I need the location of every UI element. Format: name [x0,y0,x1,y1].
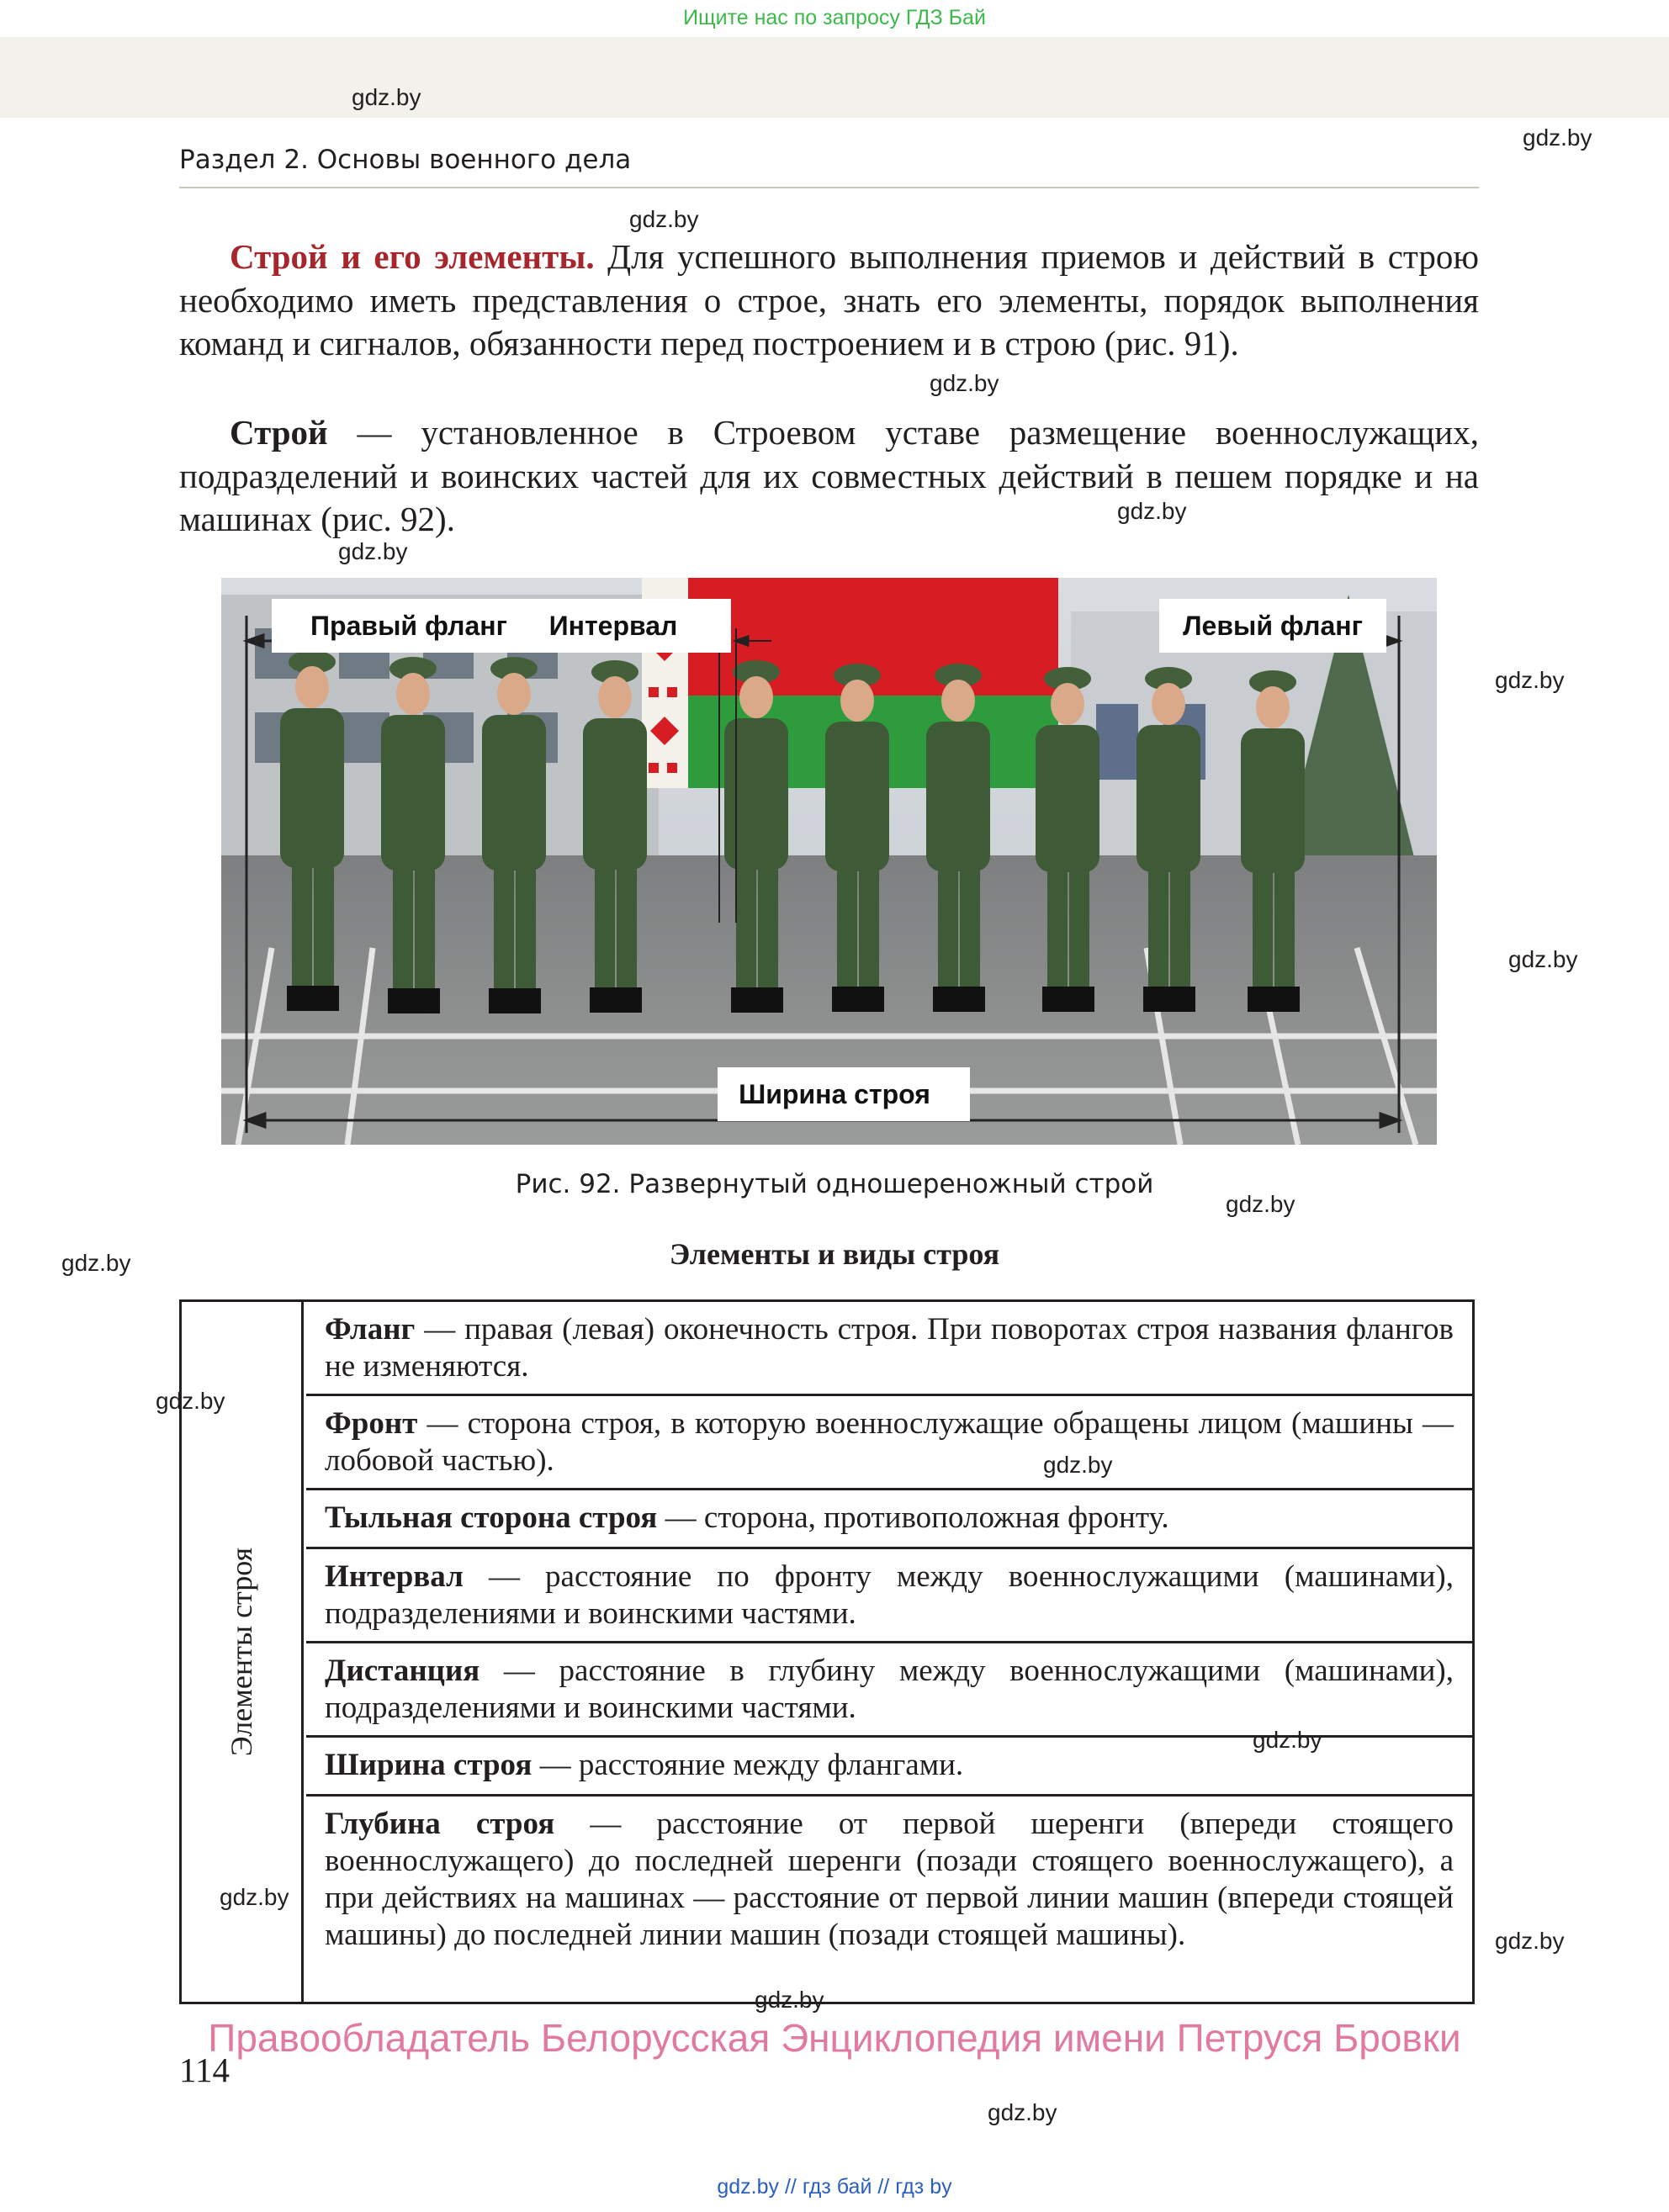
watermark: gdz.by [156,1388,225,1414]
figure-caption: Рис. 92. Развернутый одношереножный строй [515,1169,1154,1199]
row-term: Фронт [325,1406,418,1441]
paragraph-lead: Строй и его элементы. [230,237,595,276]
row-definition: — расстояние в глубину между военнослужащими (машинами), подразделениями и воинскими частями. [325,1654,1454,1725]
table-row [306,1490,1472,1549]
side-label: Элементы строя [225,1547,258,1757]
copyright-notice: Правообладатель Белорусская Энциклопедия имени Петруся Бровки [208,2016,1461,2060]
watermark: gdz.by [1495,667,1565,693]
row-term: Фланг [325,1312,416,1347]
table-row [306,1396,1472,1490]
footer-links[interactable]: gdz.by // гдз бай // гдз by [717,2175,952,2199]
table-row [306,1302,1472,1396]
watermark: gdz.by [1253,1727,1322,1753]
row-definition: — сторона, противоположная фронту. [657,1500,1169,1535]
table-row [306,1797,1472,2002]
label-left-flank: Левый фланг [1183,611,1363,641]
paragraph-text: Для успешного выполнения приемов и действий в строю необходимо иметь представления о строе, знать его элементы, порядок выполнения команд и сигналов, обязанности перед построением и в строю (рис. 91). [179,237,1479,362]
watermark: gdz.by [61,1250,131,1276]
row-definition: — сторона строя, в которую военнослужащие обращены лицом (машины — лобовой частью). [325,1406,1454,1478]
table-row [306,1549,1472,1643]
watermark: gdz.by [988,2099,1057,2125]
table-row [306,1738,1472,1797]
row-term: Ширина строя [325,1748,532,1782]
table-row [306,1643,1472,1738]
page-number: 114 [179,2051,230,2089]
watermark: gdz.by [1523,124,1592,151]
row-definition: — расстояние по фронту между военнослужащими (машинами), подразделениями и воинскими частями. [325,1559,1454,1631]
paragraph-lead: Строй [230,413,328,452]
watermark: gdz.by [1495,1928,1565,1954]
watermark: gdz.by [338,538,408,564]
row-definition: — расстояние между флангами. [532,1748,964,1782]
watermark: gdz.by [755,1987,824,2013]
table-side-header [182,1302,304,2002]
watermark: gdz.by [1043,1452,1113,1478]
row-term: Интервал [325,1559,464,1594]
header-band [0,37,1669,118]
table-title: Элементы и виды строя [669,1237,1000,1271]
top-banner[interactable]: Ищите нас по запросу ГДЗ Бай [0,0,1669,35]
paragraph-text: — установленное в Строевом уставе размещение военнослужащих, подразделений и воинских частей для их совместных действий в пешем порядке и на машинах (рис. 92). [179,413,1479,538]
row-definition: — правая (левая) оконечность строя. При поворотах строя названия флангов не изменяются. [325,1312,1454,1384]
elements-table [179,1299,1475,2004]
paragraph-intro [179,235,1479,366]
section-title: Раздел 2. Основы военного дела [179,145,632,175]
row-term: Дистанция [325,1654,480,1688]
label-right-flank: Правый фланг [310,611,507,641]
header-rule [179,187,1479,188]
watermark: gdz.by [220,1884,289,1910]
watermark: gdz.by [1226,1191,1295,1217]
table-rows [306,1302,1472,2002]
formation-photo [221,578,1437,1145]
watermark: gdz.by [1508,946,1578,972]
row-definition: — расстояние от первой шеренги (впереди стоящего военнослужащего) до последней шеренги (позади стоящего военнослужащего), а при действиях на машинах — расстояние от первой линии машин (впереди стоящей машины) до последней линии машин (позади стоящей машины). [325,1807,1454,1952]
watermark: gdz.by [930,370,999,396]
label-interval: Интервал [548,611,678,641]
label-formation-width: Ширина строя [739,1079,930,1109]
watermark: gdz.by [1117,498,1187,524]
paragraph-definition [179,411,1479,542]
watermark: gdz.by [629,206,699,232]
row-term: Тыльная сторона строя [325,1500,658,1535]
row-term: Глубина строя [325,1807,555,1841]
watermark: gdz.by [352,84,421,110]
